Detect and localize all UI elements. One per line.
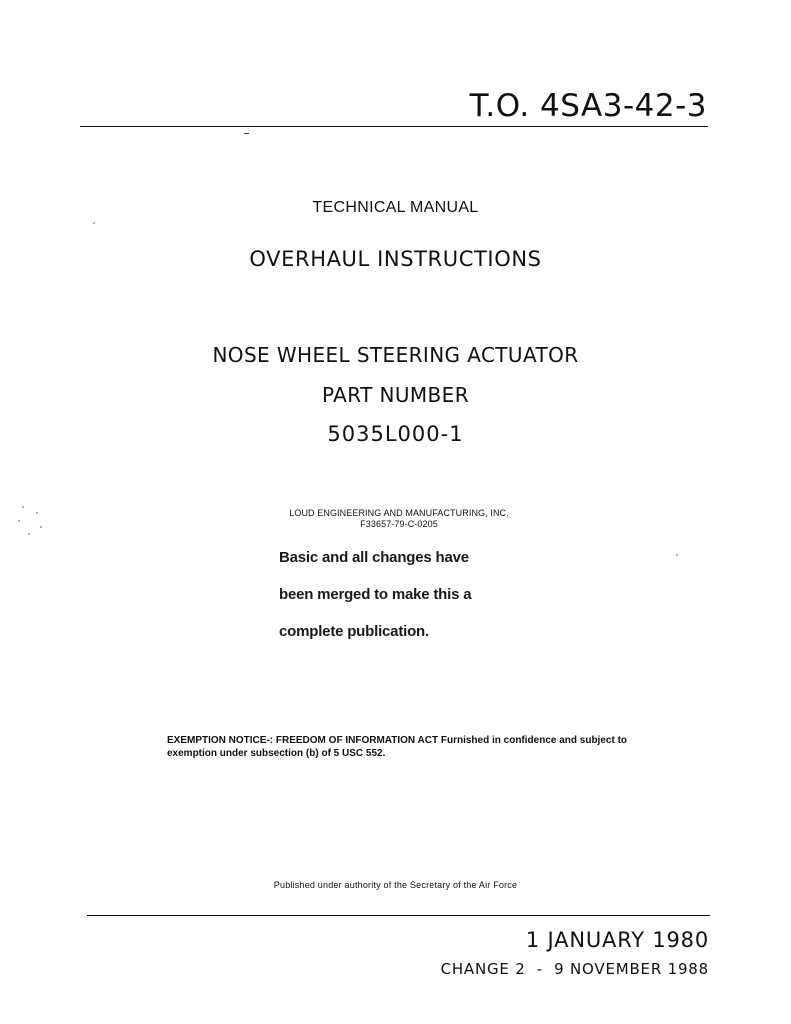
technical-order-number: T.O. 4SA3-42-3	[469, 88, 707, 124]
contract-number: F33657-79-C-0205	[360, 519, 438, 529]
part-number: 5035L000-1	[327, 422, 464, 446]
contractor-block	[283, 508, 515, 530]
scan-speck	[22, 506, 24, 508]
scan-speck	[28, 533, 30, 535]
scan-mark	[244, 133, 249, 134]
item-name: NOSE WHEEL STEERING ACTUATOR	[212, 343, 579, 367]
publication-authority: Published under authority of the Secretary of the Air Force	[273, 880, 518, 890]
manual-title: OVERHAUL INSTRUCTIONS	[249, 247, 542, 271]
merge-note-line-1: Basic and all changes have	[279, 549, 469, 566]
merge-note-line-3: complete publication.	[279, 623, 429, 640]
change-date: CHANGE 2 - 9 NOVEMBER 1988	[440, 960, 709, 978]
part-number-label: PART NUMBER	[322, 383, 469, 407]
top-rule	[80, 126, 708, 127]
scan-speck	[18, 520, 20, 522]
merge-note-line-2: been merged to make this a	[279, 586, 472, 603]
merge-note	[279, 539, 471, 650]
manual-type: TECHNICAL MANUAL	[312, 199, 479, 216]
issue-date: 1 JANUARY 1980	[525, 928, 709, 952]
scan-speck	[93, 222, 95, 224]
exemption-notice: EXEMPTION NOTICE-: FREEDOM OF INFORMATION ACT Furnished in confidence and subject to exemption under subsection (b) of 5 USC 552.	[167, 735, 628, 759]
scan-speck	[40, 526, 42, 528]
contractor-name: LOUD ENGINEERING AND MANUFACTURING, INC.	[289, 508, 509, 518]
scan-speck	[36, 512, 38, 514]
bottom-rule	[87, 915, 710, 916]
scan-speck	[676, 554, 678, 556]
